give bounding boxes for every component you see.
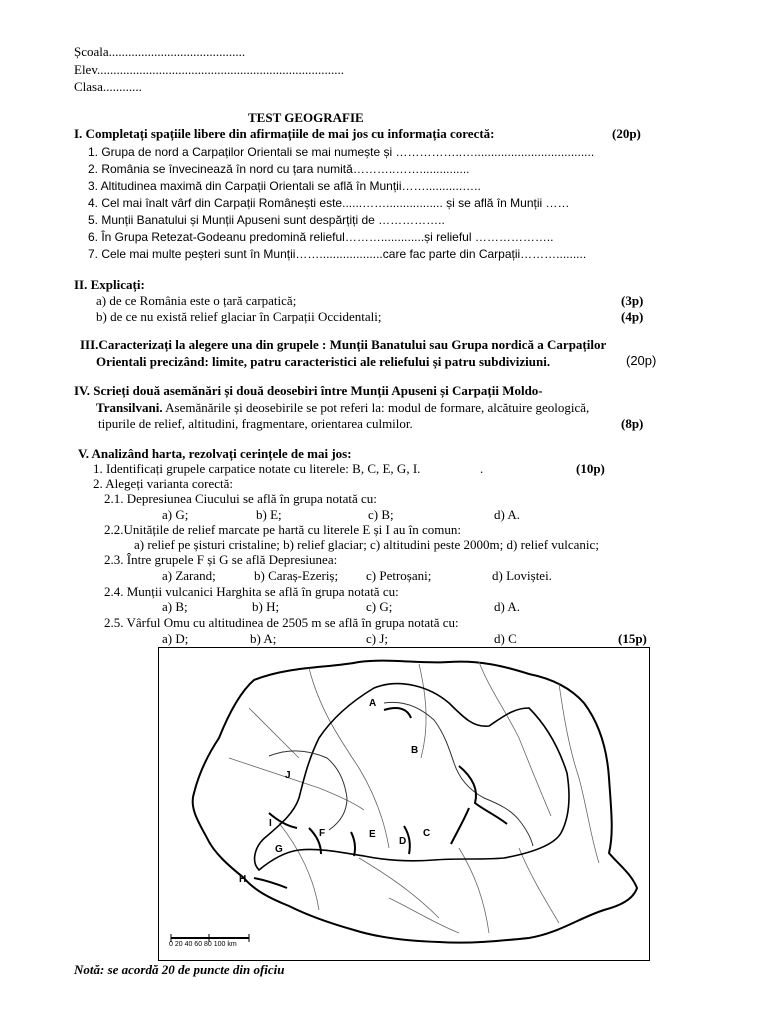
question-2-5: 2.5. Vârful Omu cu altitudinea de 2505 m se află în grupa notată cu: (104, 615, 459, 630)
question-2-3: 2.3. Între grupele F și G se află Depresiunea: (104, 552, 338, 567)
option: d) A. (494, 507, 520, 522)
carpathian-arc (255, 684, 569, 870)
map-label-f: F (319, 828, 326, 839)
option: c) G; (366, 599, 393, 614)
section5-q1-points: (10p) (576, 461, 605, 476)
section3-line2: Orientali precizând: limite, patru caracteristici ale reliefului și patru subdiviziuni. (96, 354, 551, 369)
section4-line2-bold: Transilvani. (96, 400, 163, 415)
section1-item: 4. Cel mai înalt vârf din Carpații Românești este......……................. și se află în Munții …… (88, 196, 570, 210)
carpathian-map (158, 647, 650, 961)
map-label-d: D (399, 836, 407, 847)
test-title: TEST GEOGRAFIE (248, 110, 364, 125)
map-label-g: G (275, 844, 283, 855)
map-scale-label: 0 20 40 60 80 100 km (169, 941, 237, 948)
map-label-i: I (269, 818, 272, 829)
section5-heading: V. Analizând harta, rezolvați cerințele de mai jos: (78, 446, 352, 461)
option: c) J; (366, 631, 389, 646)
option: b) A; (250, 631, 277, 646)
section3-line1: III.Caracterizați la alegere una din grupele : Munții Banatului sau Grupa nordică a Carpaților (80, 337, 607, 352)
section1-item: 1. Grupa de nord a Carpaților Orientali se mai numește și ……………..….................................... (88, 145, 595, 159)
option: c) Petroșani; (366, 568, 432, 583)
section2-heading: II. Explicați: (74, 277, 145, 292)
section5-q2: 2. Alegeți varianta corectă: (93, 476, 234, 491)
school-field: Școala.......................................... (74, 44, 246, 59)
section1-item: 7. Cele mai multe peșteri sunt în Munții……...................care fac parte din Carpații………......... (88, 247, 587, 261)
question-2-2: 2.2.Unitățile de relief marcate pe hartă cu literele E și I au în comun: (104, 522, 461, 537)
section1-item: 5. Munții Banatului și Munții Apuseni sunt despărțiți de …………….. (88, 213, 445, 227)
section4-points: (8p) (621, 416, 644, 431)
option: a) G; (162, 507, 189, 522)
option: a) B; (162, 599, 188, 614)
section5-q1-dot: . (480, 461, 484, 476)
section2-item-b: b) de ce nu există relief glaciar în Carpații Occidentali; (96, 309, 382, 324)
footer-note: Notă: se acordă 20 de puncte din oficiu (74, 962, 285, 977)
section4-line1: IV. Scrieți două asemănări și două deosebiri între Munții Apuseni și Carpații Moldo- (74, 383, 543, 398)
map-label-c: C (423, 828, 431, 839)
section4-line3: tipurile de relief, altitudini, fragmentare, orientarea culmilor. (98, 416, 413, 431)
section1-item: 3. Altitudinea maximă din Carpații Orientali se află în Munții……...........….. (88, 179, 481, 193)
question-2-4: 2.4. Munții vulcanici Harghita se află în grupa notată cu: (104, 584, 399, 599)
map-label-j: J (285, 770, 291, 781)
section5-q2-points: (15p) (618, 631, 647, 646)
section1-heading: I. Completați spațiile libere din afirmațiile de mai jos cu informația corectă: (74, 126, 495, 141)
map-label-a: A (369, 698, 377, 709)
option: a) D; (162, 631, 189, 646)
section4-line2-rest: Asemănările și deosebirile se pot referi la: modul de formare, alcătuire geologică, (162, 400, 590, 415)
section1-points: (20p) (612, 126, 641, 141)
option: b) E; (256, 507, 282, 522)
map-label-b: B (411, 745, 419, 756)
section2-points-b: (4p) (621, 309, 644, 324)
student-field: Elev............................................................................ (74, 62, 344, 77)
section1-item: 6. În Grupa Retezat-Godeanu predomină relieful……….............și relieful ……………….. (88, 230, 554, 244)
option: d) C (494, 631, 517, 646)
map-label-h: H (239, 874, 247, 885)
section5-q1: 1. Identificați grupele carpatice notate cu literele: B, C, E, G, I. (93, 461, 421, 476)
section3-points: (20p) (626, 353, 657, 368)
option: d) A. (494, 599, 520, 614)
option: a) relief pe șisturi cristaline; b) relief glaciar; c) altitudini peste 2000m; d) relief vulcanic; (134, 537, 599, 552)
option: b) Caraș-Ezeriș; (254, 568, 339, 583)
option: b) H; (252, 599, 280, 614)
section2-points-a: (3p) (621, 293, 644, 308)
country-border (193, 661, 637, 943)
option: c) B; (368, 507, 394, 522)
question-2-1: 2.1. Depresiunea Ciucului se află în grupa notată cu: (104, 491, 377, 506)
romania-map-drawing (159, 648, 649, 960)
section2-item-a: a) de ce România este o țară carpatică; (96, 293, 297, 308)
section4-line2 (96, 400, 589, 416)
option: d) Loviștei. (492, 568, 552, 583)
map-label-e: E (369, 829, 376, 840)
section1-item: 2. România se învecinează în nord cu țara numită………..……............... (88, 162, 470, 176)
class-field: Clasa............ (74, 79, 142, 94)
option: a) Zarand; (162, 568, 216, 583)
